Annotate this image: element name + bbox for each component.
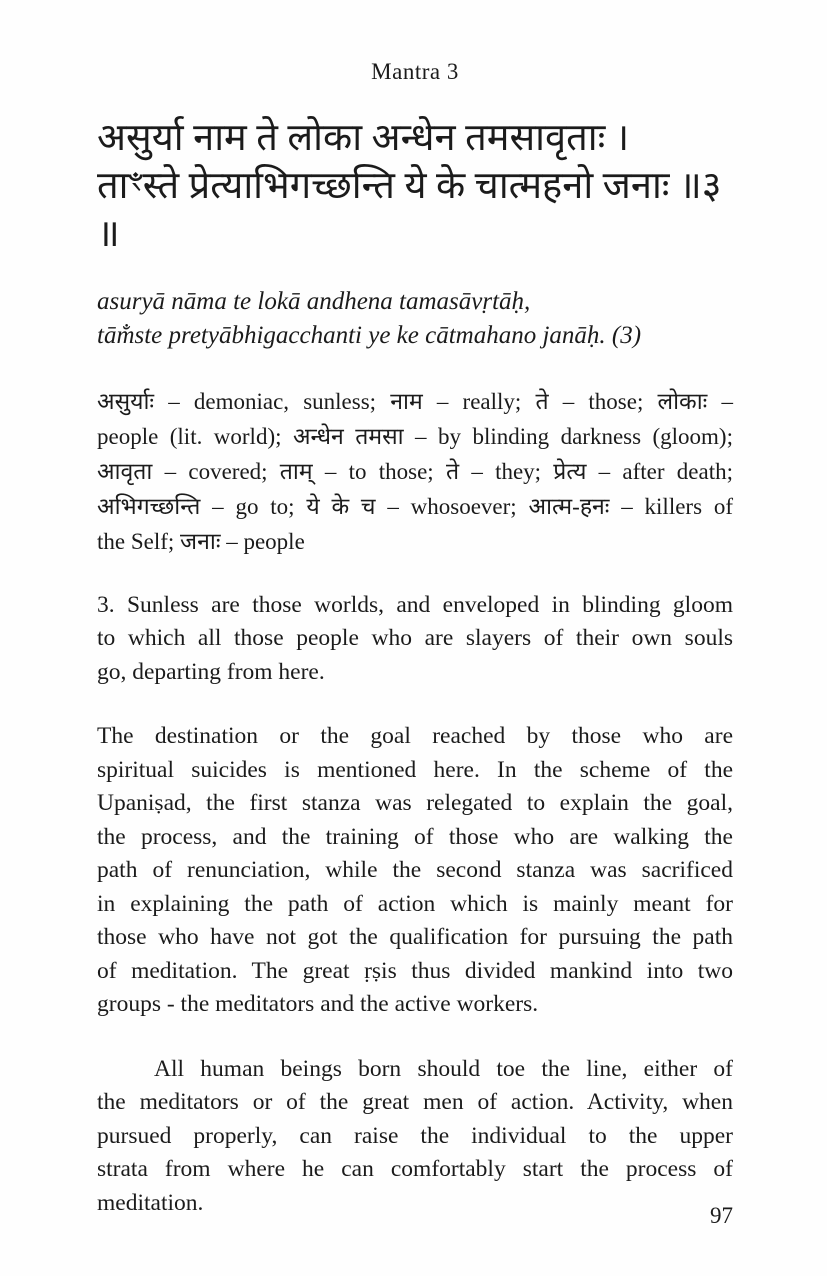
translation-line: to which all those people who are slayers of their own souls xyxy=(97,625,733,652)
transliteration-line-2: tām̐ste pretyābhigacchanti ye ke cātmahano janāḥ. (3) xyxy=(97,321,642,349)
word-meaning-line: अभिगच्छन्ति – go to; ये के च – whosoever; आत्म-हनः – killers of xyxy=(97,493,733,519)
commentary-line: meditation. xyxy=(97,1189,204,1216)
commentary-line: spiritual suicides is mentioned here. In the scheme of the xyxy=(97,756,733,783)
verse-translation xyxy=(97,589,733,690)
page-number: 97 xyxy=(710,1203,733,1228)
commentary-line: strata from where he can comfortably start the process of xyxy=(97,1156,733,1183)
sanskrit-verse xyxy=(97,114,733,258)
mantra-heading: Mantra 3 xyxy=(371,59,459,84)
commentary-line: of meditation. The great ṛṣis thus divided mankind into two xyxy=(97,957,733,984)
word-meaning-line: असुर्याः – demoniac, sunless; नाम – really; ते – those; लोकाः – xyxy=(97,388,733,414)
word-meaning-line: आवृता – covered; ताम् – to those; ते – they; प्रेत्य – after death; xyxy=(97,458,733,484)
commentary-paragraph-1 xyxy=(97,720,733,1022)
commentary-line: path of renunciation, while the second stanza was sacrificed xyxy=(97,857,733,884)
commentary-line: The destination or the goal reached by those who are xyxy=(97,723,733,750)
transliteration-line-1: asuryā nāma te lokā andhena tamasāvṛtāḥ, xyxy=(97,287,531,315)
transliteration xyxy=(97,285,733,353)
commentary-line: in explaining the path of action which is mainly meant for xyxy=(97,890,733,917)
commentary-paragraph-2 xyxy=(97,1053,733,1221)
word-meaning-line: the Self; जनाः – people xyxy=(97,528,305,554)
translation-line: go, departing from here. xyxy=(97,658,325,685)
word-meaning-line: people (lit. world); अन्धेन तमसा – by blinding darkness (gloom); xyxy=(97,423,733,449)
commentary-line: All human beings born should toe the line, either of xyxy=(154,1055,733,1082)
commentary-line: pursued properly, can raise the individual to the upper xyxy=(97,1122,733,1149)
commentary-line: groups - the meditators and the active workers. xyxy=(97,991,539,1018)
word-meanings xyxy=(97,384,733,559)
commentary-line: Upaniṣad, the first stanza was relegated to explain the goal, xyxy=(97,790,733,817)
verse-line-1: असुर्या नाम ते लोका अन्धेन तमसावृताः । xyxy=(97,116,630,159)
translation-line: 3. Sunless are those worlds, and enveloped in blinding gloom xyxy=(97,591,733,618)
commentary-line: those who have not got the qualification for pursuing the path xyxy=(97,924,733,951)
verse-line-2: ताꣳस्ते प्रेत्याभिगच्छन्ति ये के चात्महनो जनाः ॥३ ॥ xyxy=(97,164,722,255)
commentary-line: the process, and the training of those who are walking the xyxy=(97,823,733,850)
commentary-line: the meditators or of the great men of action. Activity, when xyxy=(97,1089,733,1116)
